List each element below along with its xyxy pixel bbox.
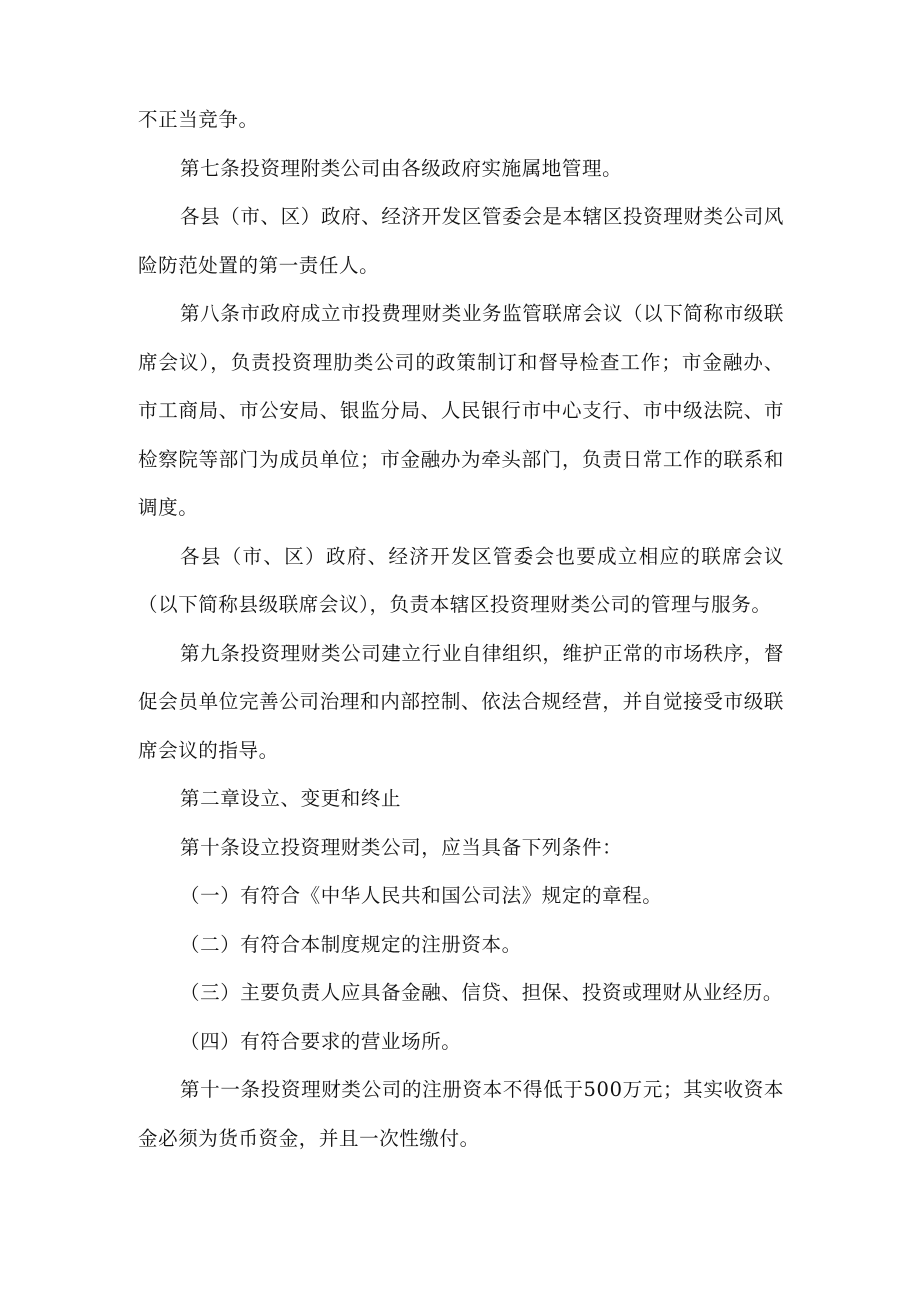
article-8-county-paragraph: 各县（市、区）政府、经济开发区管委会也要成立相应的联席会议（以下简称县级联席会议），负责本辖区投资理财类公司的管理与服务。 bbox=[138, 544, 784, 616]
article-8-paragraph: 第八条市政府成立市投费理财类业务监管联席会议（以下简称市级联席会议），负责投资理肋类公司的政策制订和督导检查工作；市金融办、市工商局、市公安局、银监分局、人民银行市中心支行、市中级法院、市检察院等部门为成员单位；市金融办为牵头部门，负责日常工作的联系和调度。 bbox=[138, 302, 784, 519]
document-body bbox=[138, 96, 784, 1163]
chapter-2-heading: 第二章设立、变更和终止 bbox=[180, 787, 402, 810]
article-11-paragraph: 第十一条投资理财类公司的注册资本不得低于500万元；其实收资本金必须为货币资金，并且一次性缴付。 bbox=[138, 1078, 784, 1150]
condition-item-3: （三）主要负责人应具备金融、信贷、担保、投资或理财从业经历。 bbox=[180, 981, 784, 1004]
condition-item-4: （四）有符合要求的营业场所。 bbox=[180, 1029, 462, 1053]
article-7-responsibility-paragraph: 各县（市、区）政府、经济开发区管委会是本辖区投资理财类公司风险防范处置的第一责任人。 bbox=[138, 205, 784, 277]
article-9-paragraph: 第九条投资理财类公司建立行业自律组织，维护正常的市场秩序，督促会员单位完善公司治理和内部控制、依法合规经营，并自觉接受市级联席会议的指导。 bbox=[138, 641, 784, 762]
condition-item-2: （二）有符合本制度规定的注册资本。 bbox=[180, 932, 522, 956]
condition-item-1: （一）有符合《中华人民共和国公司法》规定的章程。 bbox=[180, 884, 663, 907]
paragraph-continuation: 不正当竞争。 bbox=[138, 108, 259, 131]
article-7-paragraph: 第七条投资理附类公司由各级政府实施属地管理。 bbox=[180, 156, 623, 180]
article-10-paragraph: 第十条设立投资理财类公司，应当具备下列条件： bbox=[180, 835, 623, 859]
